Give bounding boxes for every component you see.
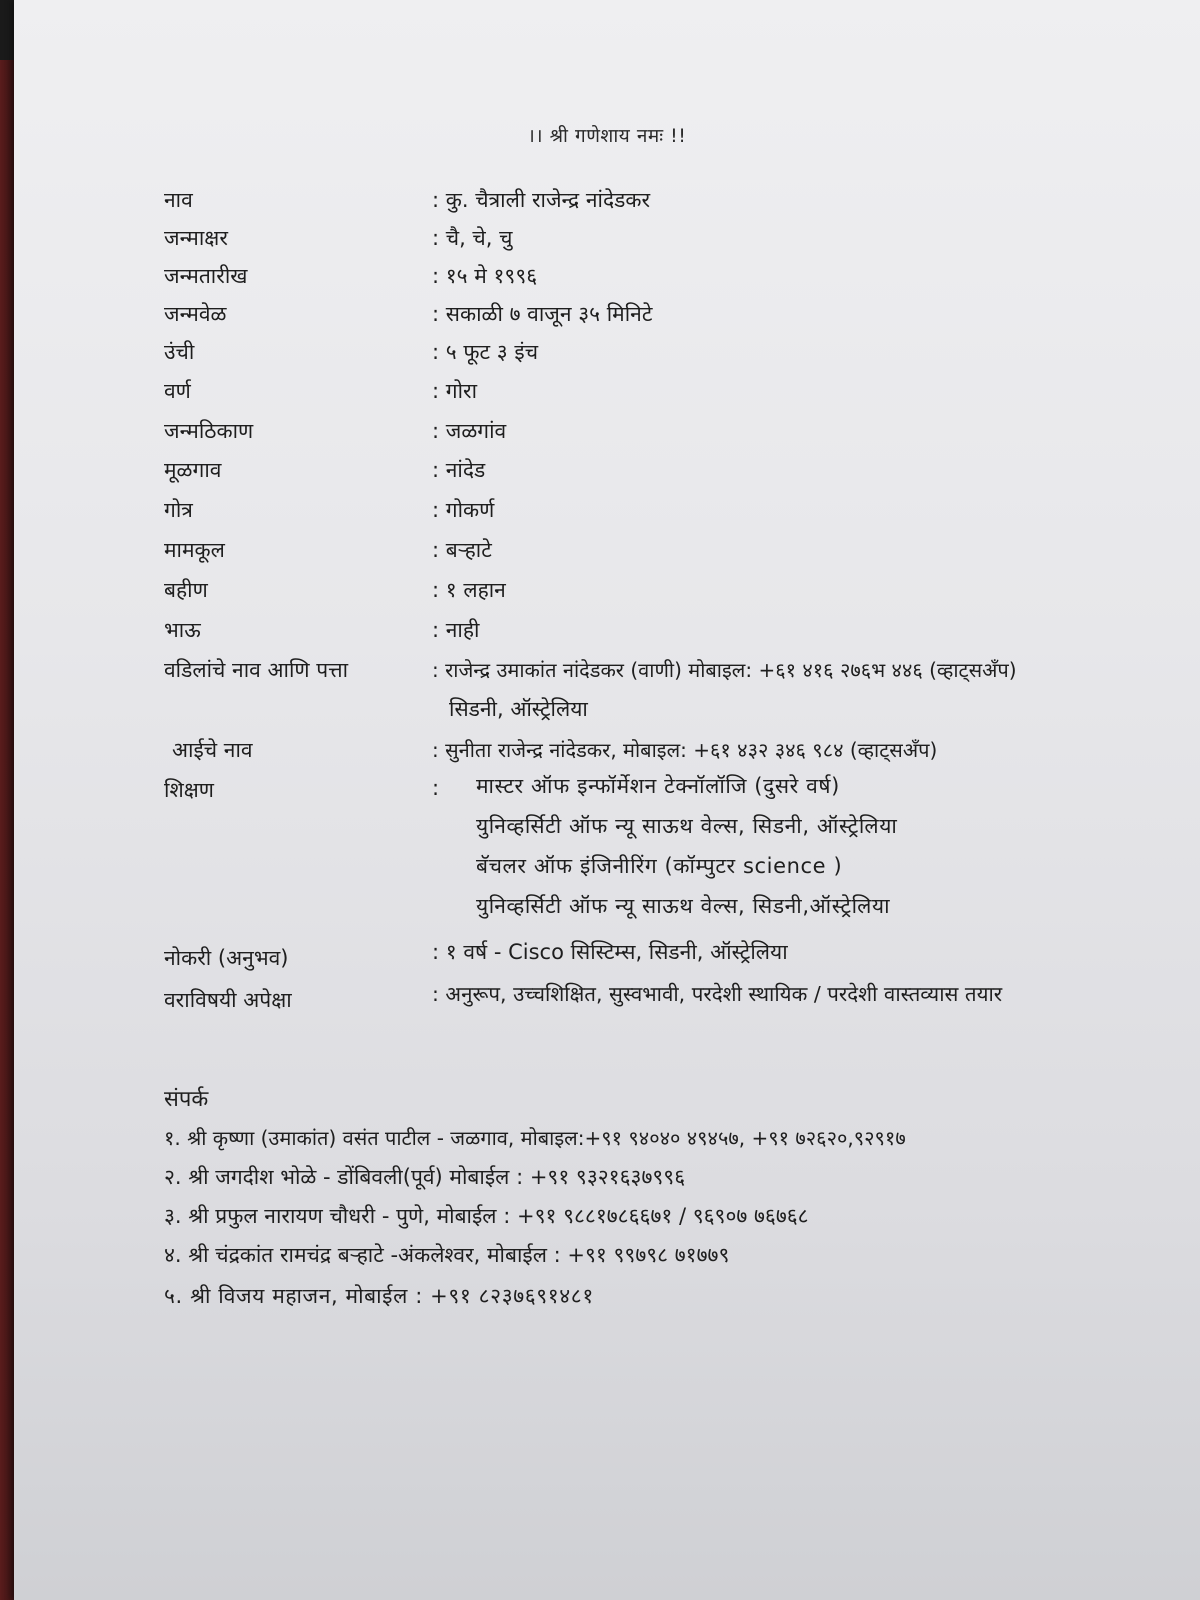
contact-item: २. श्री जगदीश भोळे - डोंबिवली(पूर्व) मोबाईल : +९१ ९३२१६३७९९६	[164, 1165, 686, 1189]
label-height: उंची	[164, 340, 195, 364]
label-name: नाव	[164, 188, 193, 212]
value-birth-letters: : चै, चे, चु	[432, 226, 513, 250]
value-birth-date: : १५ मे १९९६	[432, 264, 538, 288]
education-line: युनिव्हर्सिटी ऑफ न्यू साऊथ वेल्स, सिडनी,ऑस्ट्रेलिया	[476, 894, 891, 918]
label-sister: बहीण	[164, 578, 208, 602]
background-edge	[0, 0, 14, 60]
label-father: वडिलांचे नाव आणि पत्ता	[164, 658, 349, 682]
label-birth-letters: जन्माक्षर	[164, 226, 228, 250]
contact-item: ५. श्री विजय महाजन, मोबाईल : +९१ ८२३७६९१४८१	[164, 1284, 594, 1308]
label-birth-time: जन्मवेळ	[164, 302, 227, 326]
label-gotra: गोत्र	[164, 498, 193, 522]
label-complexion: वर्ण	[164, 379, 191, 403]
label-maternal-family: मामकूल	[164, 538, 225, 562]
label-native-place: मूळगाव	[164, 458, 222, 482]
value-complexion: : गोरा	[432, 379, 478, 403]
value-birth-place: : जळगांव	[432, 419, 507, 443]
value-job: : १ वर्ष - Cisco सिस्टिम्स, सिडनी, ऑस्ट्रेलिया	[432, 940, 788, 964]
label-job: नोकरी (अनुभव)	[164, 946, 289, 970]
contacts-title: संपर्क	[164, 1087, 209, 1112]
value-maternal-family: : बऱ्हाटे	[432, 538, 492, 562]
education-colon: :	[432, 776, 440, 800]
label-birth-date: जन्मतारीख	[164, 264, 248, 288]
education-line: मास्टर ऑफ इन्फॉर्मेशन टेक्नॉलॉजि (दुसरे वर्ष)	[476, 774, 840, 798]
label-education: शिक्षण	[164, 778, 214, 802]
contact-item: ४. श्री चंद्रकांत रामचंद्र बऱ्हाटे -अंकलेश्वर, मोबाईल : +९१ ९९७९८ ७१७७९	[164, 1243, 730, 1267]
value-brother: : नाही	[432, 618, 480, 642]
value-height: : ५ फूट ३ इंच	[432, 340, 539, 364]
label-birth-place: जन्मठिकाण	[164, 419, 254, 443]
value-mother: : सुनीता राजेन्द्र नांदेडकर, मोबाइल: +६१ ४३२ ३४६ ९८४ (व्हाट्सअँप)	[432, 738, 938, 762]
label-expectation: वराविषयी अपेक्षा	[164, 988, 292, 1012]
value-gotra: : गोकर्ण	[432, 498, 495, 522]
contact-item: ३. श्री प्रफुल नारायण चौधरी - पुणे, मोबाईल : +९१ ९८८१७८६६७१ / ९६९०७ ७६७६८	[164, 1204, 809, 1228]
value-father: : राजेन्द्र उमाकांत नांदेडकर (वाणी) मोबाइल: +६१ ४१६ २७६भ ४४६ (व्हाट्सअँप)	[432, 658, 1017, 682]
contact-item: १. श्री कृष्णा (उमाकांत) वसंत पाटील - जळगाव, मोबाइल:+९१ ९४०४० ४९४५७, +९१ ७२६२०,९२९१७	[164, 1126, 906, 1150]
value-name: : कु. चैत्राली राजेन्द्र नांदेडकर	[432, 188, 651, 212]
value-birth-time: : सकाळी ७ वाजून ३५ मिनिटे	[432, 302, 653, 326]
background-edge-red	[0, 60, 14, 1600]
document-heading: ।। श्री गणेशाय नमः !!	[527, 125, 687, 147]
document-page	[14, 0, 1200, 1600]
label-mother: आईचे नाव	[172, 738, 253, 762]
value-sister: : १ लहान	[432, 578, 506, 602]
value-native-place: : नांदेड	[432, 458, 486, 482]
value-expectation: : अनुरूप, उच्चशिक्षित, सुस्वभावी, परदेशी स्थायिक / परदेशी वास्तव्यास तयार	[432, 982, 1003, 1006]
education-line: बॅचलर ऑफ इंजिनीरिंग (कॉम्पुटर science )	[476, 854, 843, 878]
value-father-address: सिडनी, ऑस्ट्रेलिया	[449, 697, 588, 721]
education-line: युनिव्हर्सिटी ऑफ न्यू साऊथ वेल्स, सिडनी, ऑस्ट्रेलिया	[476, 814, 898, 838]
label-brother: भाऊ	[164, 618, 201, 642]
